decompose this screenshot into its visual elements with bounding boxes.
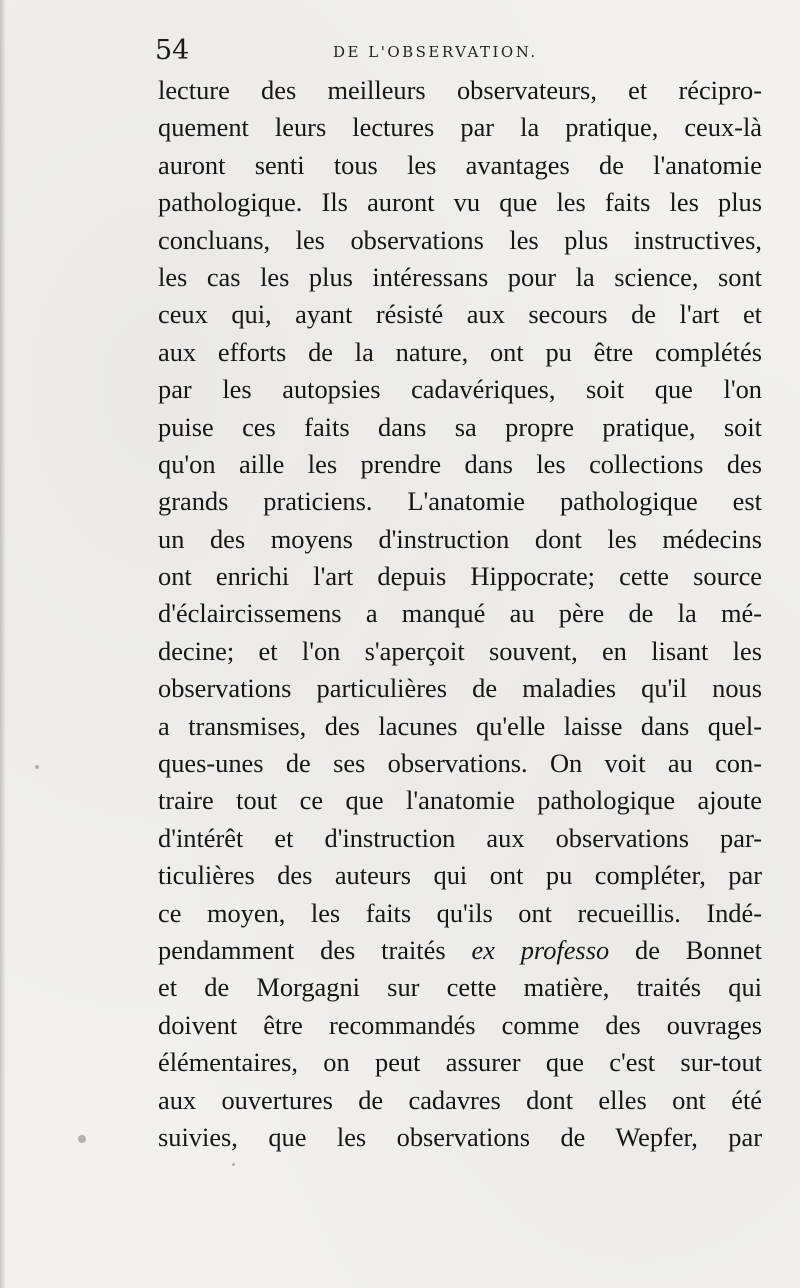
page-header: [155, 34, 595, 74]
text-line: traire tout ce que l'anatomie pathologique ajoute: [158, 785, 762, 816]
text-line: ques-unes de ses observations. On voit au con-: [158, 748, 762, 779]
text-segment: de Bonnet: [635, 934, 762, 965]
text-line: et de Morgagni sur cette matière, traités qui: [158, 972, 762, 1003]
text-line: observations particulières de maladies qu'il nous: [158, 673, 762, 704]
text-line: qu'on aille les prendre dans les collections des: [158, 448, 762, 479]
text-line: ceux qui, ayant résisté aux secours de l'art et: [158, 299, 762, 330]
text-line: quement leurs lectures par la pratique, ceux-là: [158, 112, 762, 143]
text-line: auront senti tous les avantages de l'anatomie: [158, 149, 762, 180]
text-line: ce moyen, les faits qu'ils ont recueillis. Indé-: [158, 897, 762, 928]
text-line: suivies, que les observations de Wepfer, par: [158, 1121, 762, 1152]
text-line: élémentaires, on peut assurer que c'est sur-tout: [158, 1047, 762, 1078]
text-line: pathologique. Ils auront vu que les faits les plus: [158, 187, 762, 218]
text-line: aux efforts de la nature, ont pu être complétés: [158, 336, 762, 367]
text-line: concluans, les observations les plus instructives,: [158, 224, 762, 255]
text-line: lecture des meilleurs observateurs, et récipro-: [158, 75, 762, 105]
body-text: [158, 72, 762, 1156]
text-line: puise ces faits dans sa propre pratique, soit: [158, 411, 762, 442]
text-line: ticulières des auteurs qui ont pu compléter, par: [158, 860, 762, 891]
paper-speck: [78, 1135, 86, 1143]
paper-speck: [232, 1163, 235, 1166]
italic-phrase: ex professo: [471, 934, 610, 965]
text-line: doivent être recommandés comme des ouvrages: [158, 1009, 762, 1040]
text-line: par les autopsies cadavériques, soit que l'on: [158, 374, 762, 405]
text-line: grands praticiens. L'anatomie pathologique est: [158, 486, 762, 517]
text-line: un des moyens d'instruction dont les médecins: [158, 523, 762, 554]
page-number: 54: [155, 35, 190, 66]
text-line-italic: [158, 932, 762, 969]
text-line: d'intérêt et d'instruction aux observations par-: [158, 822, 762, 853]
text-line: aux ouvertures de cadavres dont elles ont été: [158, 1084, 762, 1115]
text-line: decine; et l'on s'aperçoit souvent, en lisant les: [158, 635, 762, 666]
text-line: les cas les plus intéressans pour la science, sont: [158, 261, 762, 292]
page-edge-shadow: [0, 0, 6, 1288]
running-head: DE L'OBSERVATION.: [333, 43, 538, 61]
text-segment: pendamment des traités: [158, 934, 446, 965]
text-line: ont enrichi l'art depuis Hippocrate; cette source: [158, 561, 762, 592]
text-line: d'éclaircissemens a manqué au père de la mé-: [158, 598, 762, 629]
paper-speck: [35, 765, 39, 769]
text-line: a transmises, des lacunes qu'elle laisse dans quel-: [158, 710, 762, 741]
